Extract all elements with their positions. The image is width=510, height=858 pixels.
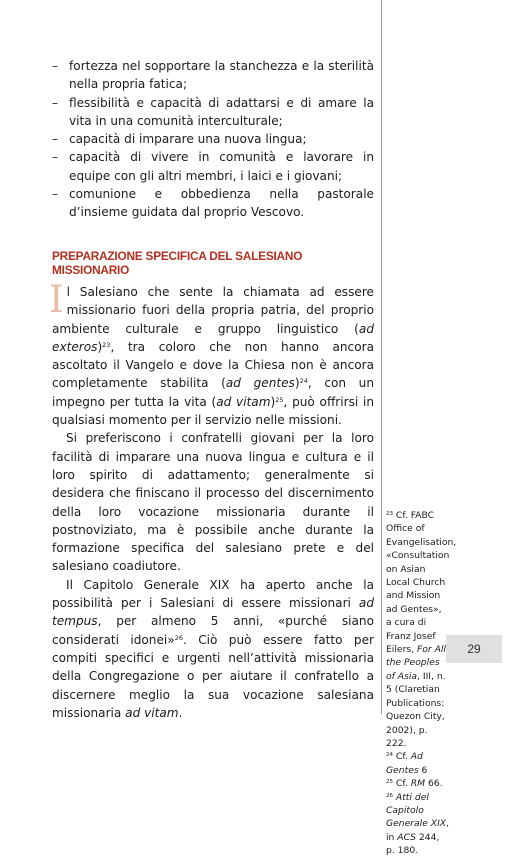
text-run: )	[97, 339, 103, 354]
footnote-text: Cf. FABC Office of Evangelisation, «Consultation on Asian Local Church and Mission ad Gentes», a cura di Franz Josef Eilers,	[386, 510, 457, 656]
footnote-text: , in	[386, 818, 449, 843]
bullet-dash: –	[52, 132, 59, 147]
side-footnotes	[386, 509, 457, 858]
footnote-text: 6	[418, 764, 428, 776]
text-run: . Ciò può essere fatto per compiti specifici e urgenti nell’attività missionaria della Congregazione o per aiutare il confratello a discernere meglio la sua vocazione salesiana missionaria	[52, 632, 375, 720]
footnote-title: Ad Gentes	[386, 751, 423, 776]
margin-rule	[381, 0, 382, 714]
footnote-ref: 25	[275, 395, 284, 404]
text-run: , con un impegno per tutta la vita (	[52, 376, 374, 409]
latin-term: ad tempus	[52, 596, 374, 629]
bullet-list	[52, 57, 374, 222]
footnote-text: , III, n. 5 (Claretian Publications: Quezon City, 2002), p. 222.	[386, 670, 446, 749]
footnote-title: ACS	[397, 831, 416, 843]
drop-cap: I	[49, 278, 64, 321]
bullet-dash: –	[52, 150, 59, 165]
latin-term: ad exteros	[52, 321, 374, 354]
list-item-text: capacità di imparare una nuova lingua;	[69, 132, 307, 147]
footnote-title: For All the Peoples of Asia	[386, 644, 446, 682]
text-run: )	[294, 376, 300, 391]
page-number: 29	[446, 635, 502, 663]
list-item-text: fortezza nel sopportare la stanchezza e la sterilità nella propria fatica;	[69, 59, 374, 92]
list-item	[52, 94, 374, 131]
list-item	[52, 185, 374, 222]
latin-term: ad vitam	[216, 394, 271, 409]
footnote-ref: 23	[102, 340, 111, 349]
footnote-title: RM	[410, 778, 426, 790]
text-run: l Salesiano che sente la chiamata ad essere missionario fuori della propria patria, del proprio ambiente culturale e gruppo linguistico (	[52, 285, 374, 336]
footnote	[386, 777, 450, 790]
footnote-text: Cf.	[395, 778, 411, 790]
paragraph-1	[49, 278, 375, 429]
list-item-text: comunione e obbedienza nella pastorale d’insieme guidata dal proprio Vescovo.	[69, 187, 374, 220]
footnote	[386, 509, 457, 750]
body-text	[49, 278, 375, 722]
footnote-title: Atti del Capitolo Generale XIX	[386, 791, 447, 830]
footnote-number: 24	[386, 752, 393, 759]
latin-term: ad gentes	[225, 376, 295, 391]
list-item	[52, 148, 374, 185]
footnote	[386, 791, 450, 858]
footnote-number: 26	[386, 792, 393, 799]
text-run: .	[178, 705, 183, 720]
paragraph-3	[52, 576, 374, 722]
text-run: Il Capitolo Generale XIX ha aperto anche la possibilità per i Salesiani di essere missionari	[52, 577, 374, 611]
footnote-text: Cf.	[395, 751, 411, 763]
list-item-text: flessibilità e capacità di adattarsi e di amare la vita in una comunità interculturale;	[69, 95, 374, 128]
section-heading: PREPARAZIONE SPECIFICA DEL SALESIANO MISSIONARIO	[52, 249, 303, 277]
list-item	[52, 57, 374, 94]
bullet-dash: –	[52, 187, 59, 202]
text-run: , tra coloro che non hanno ancora ascoltato il Vangelo e dove la Chiesa non è ancora completamente stabilita (	[52, 339, 374, 391]
footnote-number: 23	[386, 511, 393, 517]
paragraph-2: Si preferiscono i confratelli giovani per la loro facilità di imparare una nuova lingua e cultura e il loro spirito di adattamento; generalmente si desidera che finiscano il processo del discernimento della loro vocazione missionaria durante il postnoviziato, ma è possibile anche durante la formazione specifica del salesiano prete e del salesiano coadiutore.	[52, 431, 374, 574]
footnote-number: 25	[386, 779, 393, 786]
text-run: )	[270, 394, 276, 409]
footnote-text: 66.	[425, 778, 443, 790]
text-run: , può offrirsi in qualsiasi momento per il servizio nelle missioni.	[52, 394, 375, 428]
text-run: , per almeno 5 anni, «purché siano considerati idonei»	[52, 614, 374, 647]
footnote	[386, 750, 450, 777]
list-item	[52, 130, 374, 148]
footnote-ref: 26	[174, 633, 183, 642]
latin-term: ad vitam	[125, 705, 179, 720]
footnote-ref: 24	[299, 377, 308, 386]
bullet-dash: –	[52, 95, 59, 110]
list-item-text: capacità di vivere in comunità e lavorare in equipe con gli altri membri, i laici e i giovani;	[69, 150, 374, 183]
bullet-dash: –	[52, 59, 59, 73]
footnote-text: 244, p. 180.	[386, 831, 440, 857]
